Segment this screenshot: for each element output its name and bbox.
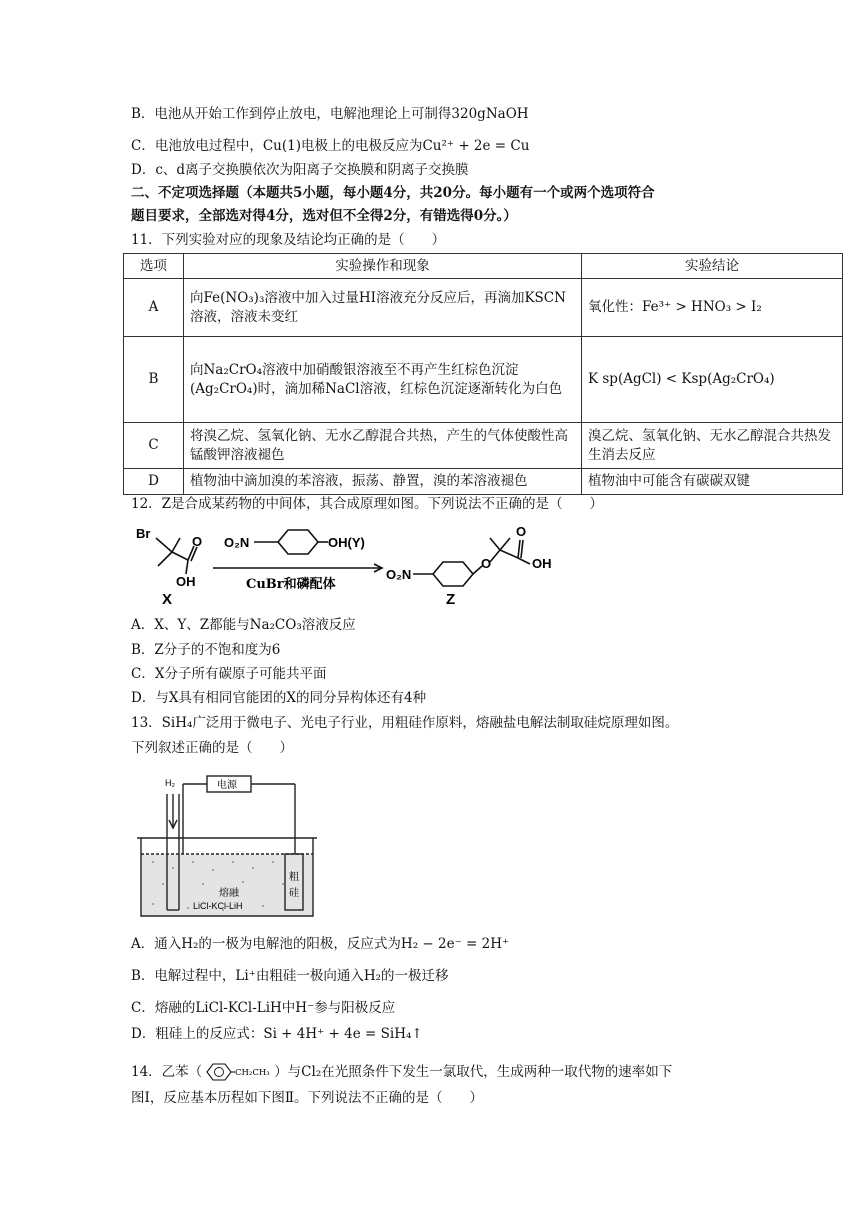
x-label: X xyxy=(162,591,173,606)
q14-stem-part2: ）与Cl₂在光照条件下发生一氯取代，生成两种一取代物的速率如下 xyxy=(274,1064,673,1080)
experiment-table xyxy=(123,253,843,495)
table-cell-operation: 植物油中滴加溴的苯溶液，振荡、静置，溴的苯溶液褪色 xyxy=(184,469,582,495)
z-label: Z xyxy=(446,591,456,606)
table-header: 选项 xyxy=(124,254,184,279)
q10-option-d: D．c、d离子交换膜依次为阳离子交换膜和阴离子交换膜 xyxy=(131,162,469,178)
table-cell-conclusion: 溴乙烷、氢氧化钠、无水乙醇混合共热发生消去反应 xyxy=(582,423,843,469)
z-o-label: O xyxy=(516,524,527,539)
q10-option-c: C．电池放电过程中，Cu(1)电极上的电极反应为Cu²⁺ + 2e = Cu xyxy=(131,138,530,154)
q13-option-a: A．通入H₂的一极为电解池的阳极，反应式为H₂ − 2e⁻ = 2H⁺ xyxy=(131,936,510,952)
table-header-row xyxy=(124,254,843,279)
table-cell-option: D xyxy=(124,469,184,495)
table-cell-operation: 将溴乙烷、氢氧化钠、无水乙醇混合共热，产生的气体使酸性高锰酸钾溶液褪色 xyxy=(184,423,582,469)
z-o-ether-label: O xyxy=(481,556,492,571)
q12-option-b: B．Z分子的不饱和度为6 xyxy=(131,642,281,658)
section-heading: 二、不定项选择题（本题共5小题，每小题4分，共20分。每小题有一个或两个选项符合 xyxy=(131,185,655,201)
power-label: 电源 xyxy=(217,780,237,791)
table-row xyxy=(124,423,843,469)
q10-option-b: B．电池从开始工作到停止放电，电解池理论上可制得320gNaOH xyxy=(131,106,529,122)
silicon-label-2: 硅 xyxy=(289,888,299,899)
q14-stem xyxy=(131,1060,672,1084)
table-cell-conclusion: 氧化性：Fe³⁺ > HNO₃ > I₂ xyxy=(582,279,843,337)
table-cell-option: C xyxy=(124,423,184,469)
q13-option-c: C．熔融的LiCl-KCl-LiH中H⁻参与阳极反应 xyxy=(131,1000,396,1016)
q13-stem: 13．SiH₄广泛用于微电子、光电子行业，用粗硅作原料，熔融盐电解法制取硅烷原理如图。 xyxy=(131,715,679,731)
z-oh-label: OH xyxy=(532,556,552,571)
z-no2-label: O₂N xyxy=(386,567,412,582)
table-row xyxy=(124,279,843,337)
o-label: O xyxy=(192,534,203,549)
q14-stem-cont: 图Ⅰ，反应基本历程如下图Ⅱ。下列说法不正确的是（ ） xyxy=(131,1090,484,1106)
table-cell-operation: 向Na₂CrO₄溶液中加硝酸银溶液至不再产生红棕色沉淀(Ag₂CrO₄)时，滴加稀NaCl溶液，红棕色沉淀逐渐转化为白色 xyxy=(184,337,582,423)
q13-option-d: D．粗硅上的反应式：Si + 4H⁺ + 4e = SiH₄↑ xyxy=(131,1026,423,1042)
ethyl-label: CH₂CH₃ xyxy=(235,1068,270,1078)
q12-option-a: A．X、Y、Z都能与Na₂CO₃溶液反应 xyxy=(131,617,356,633)
melt-composition-label: LiCl-KCl-LiH xyxy=(193,901,243,911)
q12-option-c: C．X分子所有碳原子可能共平面 xyxy=(131,666,327,682)
reaction-scheme xyxy=(128,516,568,606)
table-cell-operation: 向Fe(NO₃)₃溶液中加入过量HI溶液充分反应后，再滴加KSCN溶液，溶液未变红 xyxy=(184,279,582,337)
catalyst-label: CuBr和磷配体 xyxy=(246,577,336,592)
br-label: Br xyxy=(136,526,151,541)
q13-option-b: B．电解过程中，Li⁺由粗硅一极向通入H₂的一极迁移 xyxy=(131,968,449,984)
table-header: 实验结论 xyxy=(582,254,843,279)
silicon-label-1: 粗 xyxy=(289,872,299,883)
ethylbenzene-structure xyxy=(203,1060,273,1084)
q11-stem: 11．下列实验对应的现象及结论均正确的是（ ） xyxy=(131,232,446,248)
q14-stem-part1: 14．乙苯（ xyxy=(131,1064,203,1080)
oh-label: OH xyxy=(176,574,196,589)
table-row xyxy=(124,469,843,495)
q12-stem: 12．Z是合成某药物的中间体，其合成原理如图。下列说法不正确的是（ ） xyxy=(131,496,604,512)
melt-label: 熔融 xyxy=(219,888,239,899)
h2-label: H₂ xyxy=(165,778,175,788)
table-cell-option: A xyxy=(124,279,184,337)
table-row xyxy=(124,337,843,423)
table-cell-conclusion: 植物油中可能含有碳碳双键 xyxy=(582,469,843,495)
section-heading-cont: 题目要求，全部选对得4分，选对但不全得2分，有错选得0分。） xyxy=(131,208,517,224)
electrolysis-figure xyxy=(133,766,323,926)
table-cell-option: B xyxy=(124,337,184,423)
table-cell-conclusion: K sp(AgCl) < Ksp(Ag₂CrO₄) xyxy=(582,337,843,423)
table-header: 实验操作和现象 xyxy=(184,254,582,279)
q12-option-d: D．与X具有相同官能团的X的同分异构体还有4种 xyxy=(131,690,427,706)
y-no2-label: O₂N xyxy=(224,535,250,550)
q13-stem-cont: 下列叙述正确的是（ ） xyxy=(131,740,293,756)
y-oh-label: OH(Y) xyxy=(328,535,365,550)
